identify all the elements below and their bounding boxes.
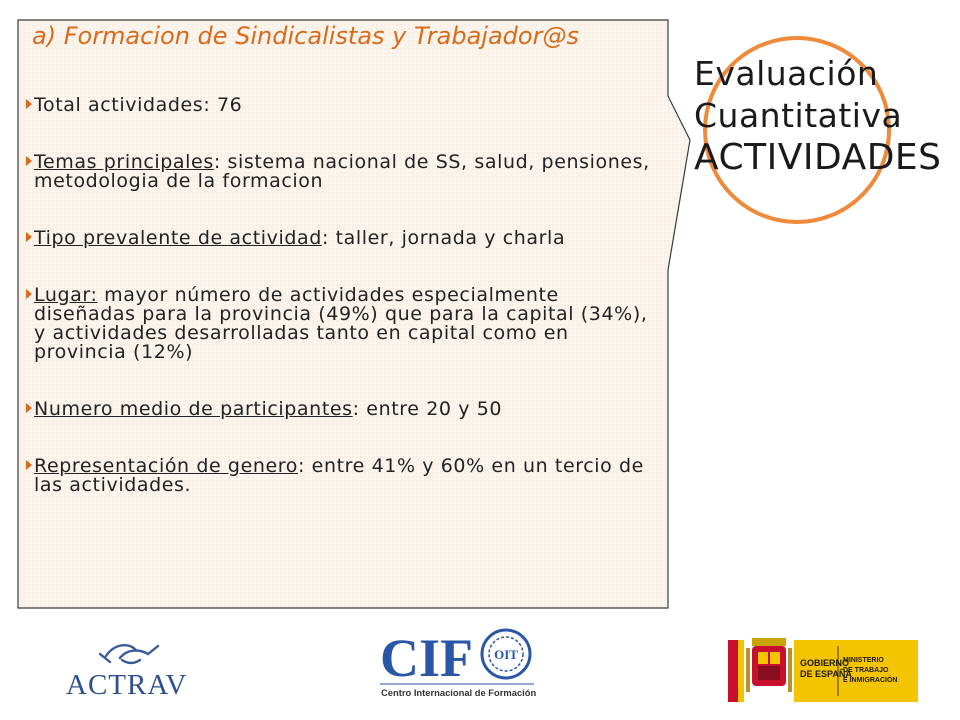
- handshake-icon: [100, 645, 158, 663]
- bullet-arrow-icon: [26, 289, 32, 299]
- bullet-arrow-icon: [26, 403, 32, 413]
- cif-subtitle: Centro Internacional de Formación: [381, 687, 537, 698]
- bullet-list: [26, 96, 656, 495]
- side-title-line3: ACTIVIDADES: [694, 137, 942, 178]
- bullet-term: Tipo prevalente de actividad: [34, 227, 322, 249]
- bullet-participantes: [26, 400, 656, 419]
- bullet-text: : taller, jornada y charla: [321, 227, 566, 249]
- bullet-total-actividades: [26, 96, 656, 115]
- side-title-line1: Evaluación: [694, 54, 879, 93]
- bullet-term: Temas principales: [34, 151, 214, 173]
- side-title-line2: Cuantitativa: [694, 96, 903, 135]
- gobierno-line2: DE ESPAÑA: [800, 669, 852, 679]
- bullet-text: :: [203, 94, 217, 116]
- bullet-term: Numero medio de participantes: [34, 398, 353, 420]
- cif-logo-text: CIF: [380, 628, 473, 688]
- gobierno-logo: [728, 636, 918, 706]
- ministerio-line1: MINISTERIO: [843, 657, 884, 664]
- bullet-term: Lugar:: [34, 284, 98, 306]
- bullet-tipo: [26, 229, 656, 248]
- oit-text: OIT: [494, 647, 518, 662]
- bullet-value: 76: [216, 94, 243, 116]
- actrav-logo-text: ACTRAV: [66, 669, 188, 698]
- bullet-text: mayor número de actividades especialmente diseñadas para la provincia (49%) que para la capital (34%), y actividades desarrolladas tanto en capital como en provincia (12%): [34, 284, 648, 363]
- bullet-lugar: [26, 286, 656, 362]
- bullet-text: : entre 20 y 50: [352, 398, 503, 420]
- ministerio-line2: DE TRABAJO: [843, 667, 889, 674]
- bullet-arrow-icon: [26, 156, 32, 166]
- bullet-genero: [26, 457, 656, 495]
- side-title: [694, 53, 942, 179]
- bullet-text: : entre 41% y 60% en un tercio de las actividades.: [34, 455, 644, 496]
- oit-emblem-icon: [482, 630, 530, 678]
- ministerio-line3: E INMIGRACIÓN: [843, 677, 898, 684]
- gobierno-line1: GOBIERNO: [800, 658, 850, 668]
- section-heading: a) Formacion de Sindicalistas y Trabajador@s: [32, 22, 579, 50]
- bullet-term: Representación de genero: [34, 455, 299, 477]
- bullet-text: : sistema nacional de SS, salud, pensiones, metodologia de la formacion: [34, 151, 650, 192]
- bullet-temas: [26, 153, 656, 191]
- slide-content: [26, 24, 656, 533]
- bullet-arrow-icon: [26, 99, 32, 109]
- cif-logo: [378, 626, 538, 702]
- actrav-logo: [62, 636, 202, 698]
- bullet-arrow-icon: [26, 232, 32, 242]
- bullet-term: Total actividades: [34, 94, 204, 116]
- bullet-arrow-icon: [26, 460, 32, 470]
